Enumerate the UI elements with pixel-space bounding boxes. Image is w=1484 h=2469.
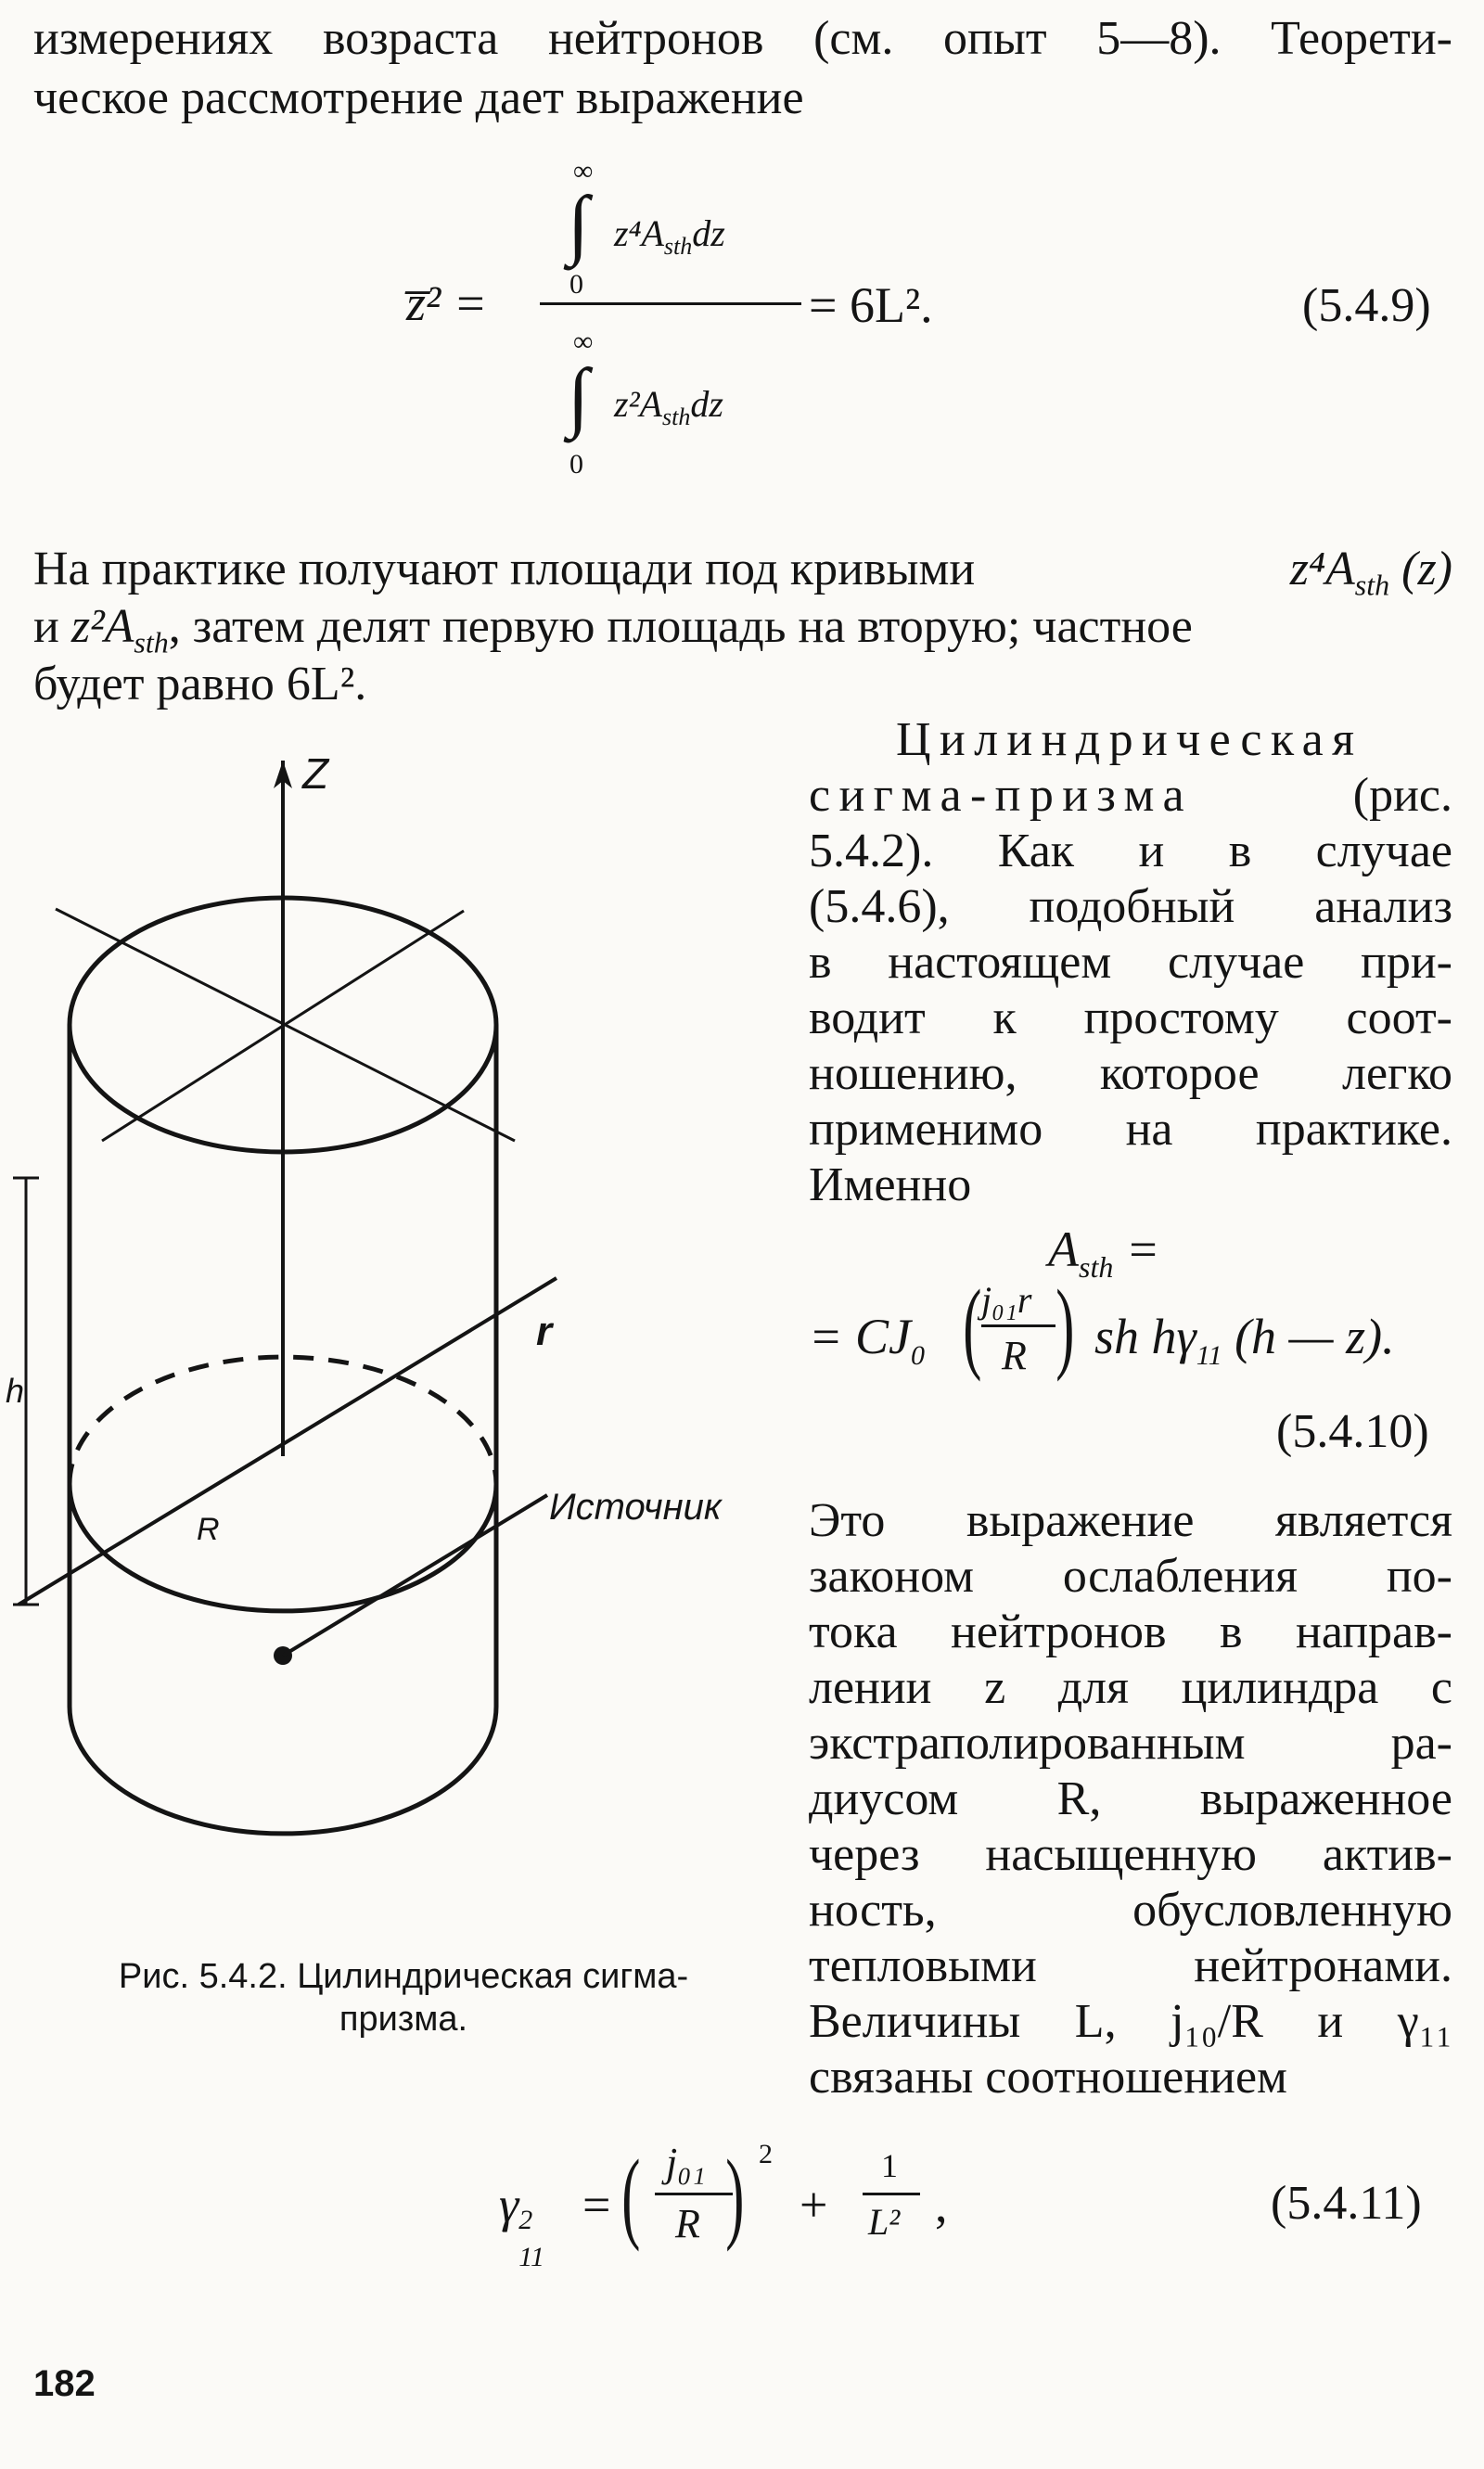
frac2-denominator: L² — [868, 2201, 901, 2243]
h-label: h — [6, 1372, 25, 1410]
text-line: экстраполированным ра- — [809, 1717, 1452, 1770]
cylinder-bottom — [0, 1669, 761, 1892]
figure-caption: Рис. 5.4.2. Цилиндрическая сигма- призма. — [118, 1957, 689, 2039]
text-line: диусом R, выраженное — [809, 1772, 1452, 1825]
source-label: Источник — [549, 1487, 722, 1528]
integral-sign: ∫ — [568, 353, 590, 440]
text-line: измерениях возраста нейтронов (см. опыт 5—8). Теорети- — [33, 12, 1452, 65]
eq-lhs: γ 2 11 — [499, 2177, 545, 2272]
integral-sign: ∫ — [568, 181, 590, 267]
integral-lower-limit: 0 — [569, 449, 583, 480]
r-axis — [19, 1278, 556, 1605]
eq-rhs-start: = $CJ_0$ — [809, 1309, 925, 1371]
eq-lhs: z̅² = — [406, 275, 488, 331]
cylinder-figure — [0, 742, 761, 1669]
text-line: ческое рассмотрение дает выражение — [33, 71, 804, 124]
text-line: связаны соотношением — [809, 2051, 1287, 2104]
text-line: Это выражение является — [809, 1494, 1452, 1547]
r-label: r — [536, 1309, 553, 1354]
numerator: $z^4A_{sth}dz$ — [614, 212, 725, 260]
text-line: и $z^2A_{sth}$, затем делят первую площадь на вторую; частное — [33, 600, 1193, 659]
eq-exponent: 2 — [759, 2139, 773, 2169]
eq-equals: = — [582, 2177, 611, 2232]
text-line: Цилиндрическая — [896, 713, 1363, 766]
text-line: в настоящем случае при- — [809, 936, 1452, 989]
integral-upper-limit: ∞ — [573, 156, 594, 186]
text-line: (5.4.6), подобный анализ — [809, 880, 1452, 933]
fraction-bar — [540, 302, 801, 305]
frac-numerator: j₀₁r — [981, 1279, 1032, 1321]
eq-rhs-end: sh $h\gamma_{11}$ (h — z). — [1094, 1309, 1395, 1371]
text-line: ношению, которое легко — [809, 1047, 1452, 1100]
page-number: 182 — [33, 2363, 96, 2404]
text-line: ность, обусловленную — [809, 1884, 1452, 1937]
paren-right: ) — [1055, 1269, 1075, 1382]
text-line: будет равно 6L². — [33, 658, 367, 710]
frac-numerator: j₀₁ — [666, 2140, 706, 2185]
paren-right: ) — [725, 2139, 745, 2252]
fraction-bar — [655, 2193, 733, 2195]
text-line: 5.4.2). Как и в случае — [809, 825, 1452, 877]
text-line: через насыщенную актив- — [809, 1828, 1452, 1881]
equation-number: (5.4.11) — [1271, 2177, 1422, 2230]
eq-comma: , — [935, 2177, 948, 2232]
frac-denominator: R — [1002, 1333, 1027, 1378]
R-label: R — [197, 1512, 220, 1547]
frac-denominator: R — [675, 2201, 700, 2246]
denominator: $z^2A_{sth}dz$ — [614, 383, 723, 430]
eq-plus: + — [800, 2177, 828, 2232]
text-line: тока нейтронов в направ- — [809, 1605, 1452, 1658]
integral-lower-limit: 0 — [569, 269, 583, 300]
text-line: Именно — [809, 1158, 972, 1211]
text-line: Величины L, j₁₀/R и γ₁₁ — [809, 1995, 1452, 2048]
eq-rhs: = 6L². — [809, 277, 933, 333]
text-line: тепловыми нейтронами. — [809, 1939, 1452, 1992]
equation-number: (5.4.10) — [1276, 1405, 1429, 1458]
integral-upper-limit: ∞ — [573, 326, 594, 357]
text-line: На практике получают площади под кривыми $z^4A_{sth}$ (z) — [33, 543, 1452, 602]
text-line: сигма-призма (рис. — [809, 769, 1452, 822]
text-line: применимо на практике. — [809, 1103, 1452, 1156]
frac2-numerator: 1 — [881, 2147, 898, 2184]
fraction-bar — [981, 1324, 1055, 1327]
eq-lhs: $A_{sth}$ = — [1048, 1222, 1160, 1284]
fraction-bar — [863, 2193, 920, 2195]
bottom-ellipse — [70, 1707, 496, 1834]
paren-left: ( — [963, 1269, 982, 1382]
text-line: законом ослабления по- — [809, 1550, 1452, 1603]
text-line: лении z для цилиндра с — [809, 1661, 1452, 1714]
source-leader — [283, 1495, 547, 1656]
paren-left: ( — [621, 2139, 641, 2252]
z-label: Z — [302, 749, 329, 798]
equation-number: (5.4.9) — [1302, 279, 1431, 332]
text-line: водит к простому соот- — [809, 991, 1452, 1044]
middle-ellipse-front — [70, 1484, 496, 1611]
